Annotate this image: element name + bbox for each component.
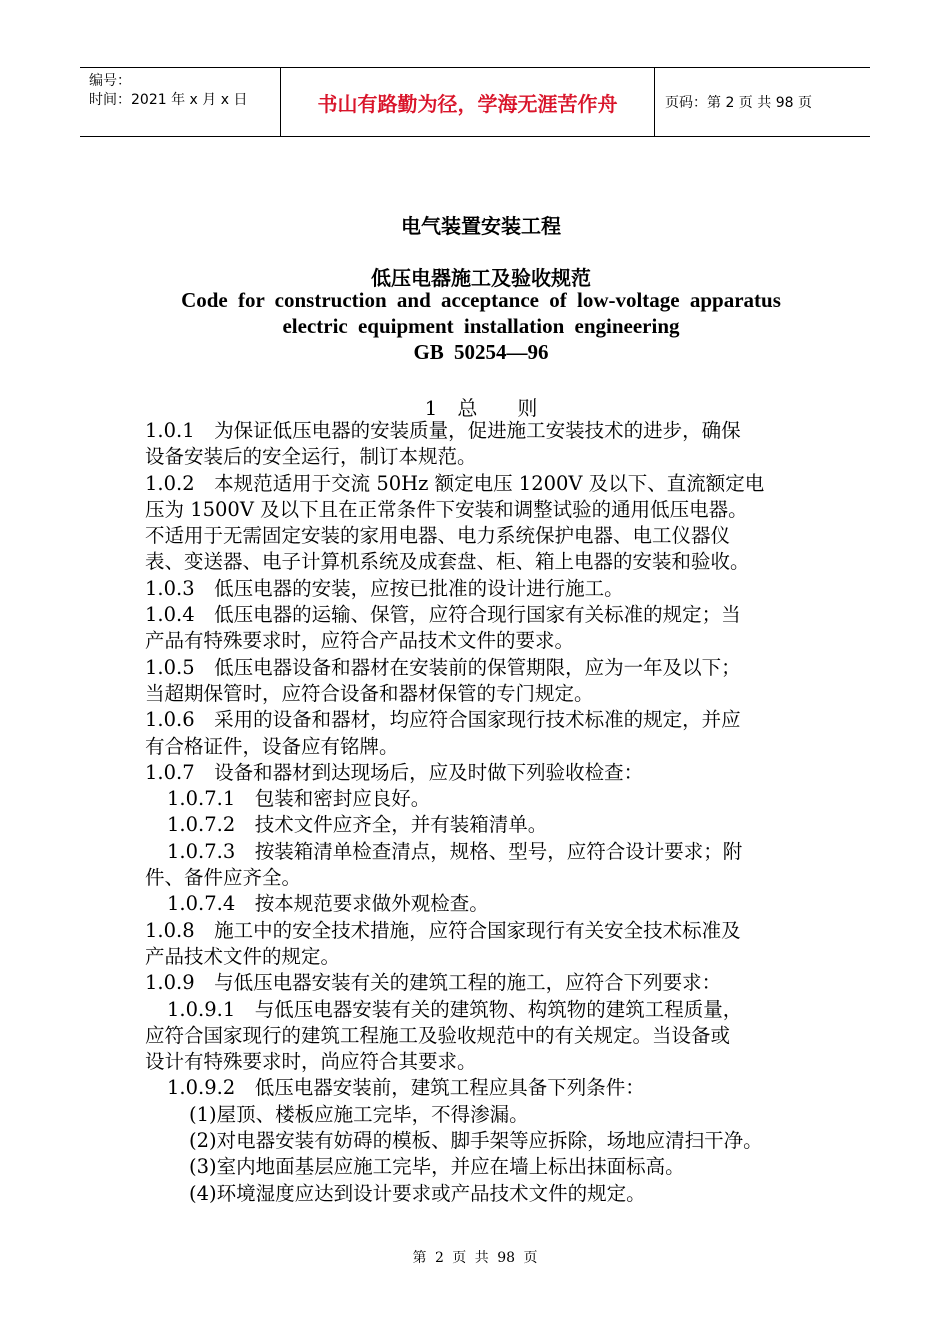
text-line: 应符合国家现行的建筑工程施工及验收规范中的有关规定。当设备或 <box>145 1023 731 1047</box>
text-line: (1)屋顶、楼板应施工完毕，不得渗漏。 <box>189 1102 529 1126</box>
text-line: 1.0.9.1 与低压电器安装有关的建筑物、构筑物的建筑工程质量， <box>167 997 743 1021</box>
page-header <box>80 67 870 137</box>
text-line: 件、备件应齐全。 <box>145 866 302 890</box>
text-line: 1.0.5 低压电器设备和器材在安装前的保管期限，应为一年及以下； <box>145 655 741 679</box>
doc-title-line2: 低压电器施工及验收规范 <box>371 266 591 290</box>
header-page-info: 页码：第 2 页 共 98 页 <box>665 95 812 111</box>
body-text <box>145 418 825 1207</box>
text-line: 设备安装后的安全运行，制订本规范。 <box>145 445 477 469</box>
text-line: 不适用于无需固定安装的家用电器、电力系统保护电器、电工仪器仪 <box>145 524 731 548</box>
text-line: 1.0.1 为保证低压电器的安装质量，促进施工安装技术的进步，确保 <box>145 419 741 442</box>
header-motto: 书山有路勤为径，学海无涯苦作舟 <box>317 91 618 116</box>
standard-number: GB 50254—96 <box>413 340 549 364</box>
text-line: 1.0.3 低压电器的安装，应按已批准的设计进行施工。 <box>145 576 624 600</box>
text-line: 1.0.9 与低压电器安装有关的建筑工程的施工，应符合下列要求： <box>145 971 722 995</box>
page-footer: 第 2 页 共 98 页 <box>412 1250 538 1266</box>
text-line: 1.0.9.2 低压电器安装前，建筑工程应具备下列条件： <box>167 1076 645 1100</box>
code-label: 编号： <box>89 73 131 89</box>
text-line: 表、变送器、电子计算机系统及成套盘、柜、箱上电器的安装和验收。 <box>145 550 750 574</box>
text-line: (4)环境湿度应达到设计要求或产品技术文件的规定。 <box>189 1181 646 1205</box>
time-label: 时间：2021 年 x 月 x 日 <box>89 92 248 108</box>
text-line: (2)对电器安装有妨碍的模板、脚手架等应拆除，场地应清扫干净。 <box>189 1129 763 1153</box>
text-line: 1.0.7.4 按本规范要求做外观检查。 <box>167 892 489 916</box>
header-divider <box>654 68 655 136</box>
text-line: 压为 1500V 及以下且在正常条件下安装和调整试验的通用低压电器。 <box>145 497 748 521</box>
text-line: (3)室内地面基层应施工完毕，并应在墙上标出抹面标高。 <box>189 1155 685 1179</box>
text-line: 1.0.4 低压电器的运输、保管，应符合现行国家有关标准的规定；当 <box>145 603 741 627</box>
text-line: 设计有特殊要求时，尚应符合其要求。 <box>145 1050 477 1074</box>
doc-title-line1: 电气装置安装工程 <box>401 214 561 238</box>
header-meta <box>89 72 279 110</box>
text-line: 1.0.6 采用的设备和器材，均应符合国家现行技术标准的规定，并应 <box>145 708 741 732</box>
text-line: 1.0.7 设备和器材到达现场后，应及时做下列验收检查： <box>145 760 644 784</box>
text-line: 1.0.2 本规范适用于交流 50Hz 额定电压 1200V 及以下、直流额定电 <box>145 471 765 495</box>
doc-title-english-line2: electric equipment installation engineering <box>282 314 680 338</box>
text-line: 1.0.7.1 包装和密封应良好。 <box>167 787 431 811</box>
text-line: 产品有特殊要求时，应符合产品技术文件的要求。 <box>145 629 575 653</box>
text-line: 1.0.8 施工中的安全技术措施，应符合国家现行有关安全技术标准及 <box>145 918 741 942</box>
text-line: 1.0.7.2 技术文件应齐全，并有装箱清单。 <box>167 813 548 837</box>
text-line: 1.0.7.3 按装箱清单检查清点，规格、型号，应符合设计要求；附 <box>167 839 743 863</box>
text-line: 有合格证件，设备应有铭牌。 <box>145 734 399 758</box>
text-line: 产品技术文件的规定。 <box>145 944 341 968</box>
doc-title-english-line1: Code for construction and acceptance of low-voltage apparatus <box>181 288 781 312</box>
chapter-heading: 1 总 则 <box>424 396 538 420</box>
text-line: 当超期保管时，应符合设备和器材保管的专门规定。 <box>145 681 594 705</box>
